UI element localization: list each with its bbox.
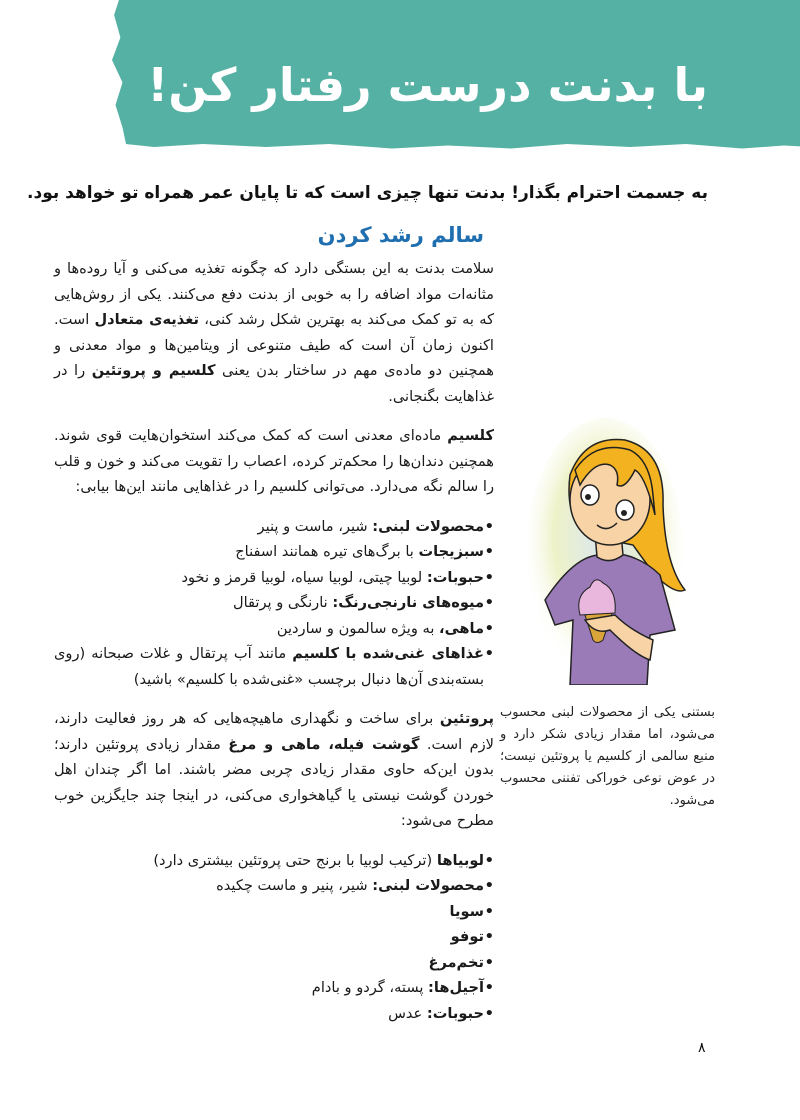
text: برای ساخت و نگهداری ماهیچه‌هایی که هر روز فعالیت دارند، لازم است.	[54, 710, 494, 753]
list-item	[54, 873, 494, 899]
bold-term: کلسیم	[447, 427, 494, 444]
right-eye	[616, 500, 634, 520]
text: را در غذاهایت بگنجانی.	[54, 362, 494, 405]
list-item	[54, 924, 494, 950]
text: با برگ‌های تیره همانند اسفناج	[235, 543, 419, 560]
paragraph-protein	[54, 706, 494, 834]
girl-with-ice-cream-illustration	[525, 415, 705, 685]
text: شیر، پنیر و ماست چکیده	[216, 877, 373, 894]
list-item	[54, 514, 494, 540]
text: شیر، ماست و پنیر	[257, 517, 373, 535]
text: پسته، گردو و بادام	[311, 979, 429, 996]
bold-term: توفو	[450, 928, 484, 945]
text: است. اکنون زمان آن است که طیف متنوعی از ویتامین‌ها و مواد معدنی و همچنین دو ماده‌ی مهم در ساختار بدن یعنی	[54, 311, 494, 379]
bold-term: حبوبات:	[426, 568, 484, 586]
text: (ترکیب لوبیا با برنج حتی پروتئین بیشتری دارد)	[153, 851, 437, 869]
text: مانند آب پرتقال و غلات صبحانه (روی بسته‌بندی آن‌ها دنبال برچسب «غنی‌شده با کلسیم» باشید)	[54, 645, 484, 688]
bold-term: پروتئین	[439, 710, 494, 727]
list-item	[54, 590, 494, 616]
list-item	[54, 565, 494, 591]
bold-term: آجیل‌ها:	[428, 979, 484, 996]
bold-term: سویا	[449, 902, 484, 920]
bold-term: ماهی،	[439, 619, 484, 637]
intro-text: به جسمت احترام بگذار! بدنت تنها چیزی است که تا پایان عمر همراه تو خواهد بود.	[27, 183, 708, 203]
text: سلامت بدنت به این بستگی دارد که چگونه تغذیه می‌کنی و آیا روده‌ها و مثانه‌ات مواد اضافه را به خوبی از بدنت دفع می‌کنند. یکی از روش‌هایی که به تو کمک می‌کند به بهترین شکل رشد کنی،	[54, 260, 495, 328]
list-item	[54, 848, 494, 874]
text: لوبیا چیتی، لوبیا سیاه، لوبیا قرمز و نخود	[181, 568, 427, 586]
main-column	[54, 256, 494, 1040]
list-item	[54, 975, 494, 1001]
page-title: با بدنت درست رفتار کن!	[147, 58, 708, 112]
protein-food-list	[54, 848, 494, 1027]
bold-term: گوشت فیله، ماهی و مرغ	[228, 735, 420, 753]
bold-term: محصولات لبنی:	[372, 517, 484, 535]
bold-term: لوبیاها	[436, 851, 484, 869]
paragraph-growth	[54, 256, 494, 409]
bold-term: تخم‌مرغ	[428, 953, 484, 971]
bold-term: سبزیجات	[418, 543, 484, 560]
list-item	[54, 950, 494, 976]
text: نارنگی و پرتقال	[232, 594, 333, 611]
calcium-food-list	[54, 514, 494, 693]
bold-term: حبوبات:	[426, 1004, 484, 1022]
bold-term: تغذیه‌ی متعادل	[94, 311, 199, 328]
section-title: سالم رشد کردن	[317, 223, 484, 247]
list-item	[54, 899, 494, 925]
text: مقدار زیادی پروتئین دارند؛ بدون این‌که حاوی مقدار زیادی چربی مضر باشند. اما اگر چندان اهل خوردن گوشت نیستی یا گیاهخواری می‌کنی، در اینجا چند جایگزین خوب مطرح می‌شود:	[54, 735, 494, 829]
bold-term: کلسیم و پروتئین	[91, 362, 216, 379]
bold-term: میوه‌های نارنجی‌رنگ:	[332, 594, 484, 611]
list-item	[54, 539, 494, 565]
text: ماده‌ای معدنی است که کمک می‌کند استخوان‌هایت قوی شوند. همچنین دندان‌ها را محکم‌تر کرده، اعصاب را تقویت می‌کند و خون و قلب را سالم نگه می‌دارد. می‌توانی کلسیم را در غذاهایی مانند این‌ها بیابی:	[54, 427, 494, 495]
text: عدس	[388, 1004, 427, 1022]
bold-term: غذاهای غنی‌شده با کلسیم	[292, 645, 484, 662]
text: به ویژه سالمون و ساردین	[276, 619, 440, 637]
bold-term: محصولات لبنی:	[372, 877, 484, 894]
list-item	[54, 616, 494, 642]
list-item	[54, 641, 494, 692]
list-item	[54, 1001, 494, 1027]
illustration-caption: بستنی یکی از محصولات لبنی محسوب می‌شود، اما مقدار زیادی شکر دارد و منبع سالمی از کلسیم یا پروتئین نیست؛ در عوض نوعی خوراکی تفننی محسوب می‌شود.	[500, 705, 715, 808]
page-number: ۸	[698, 1040, 706, 1056]
paragraph-calcium	[54, 423, 494, 500]
